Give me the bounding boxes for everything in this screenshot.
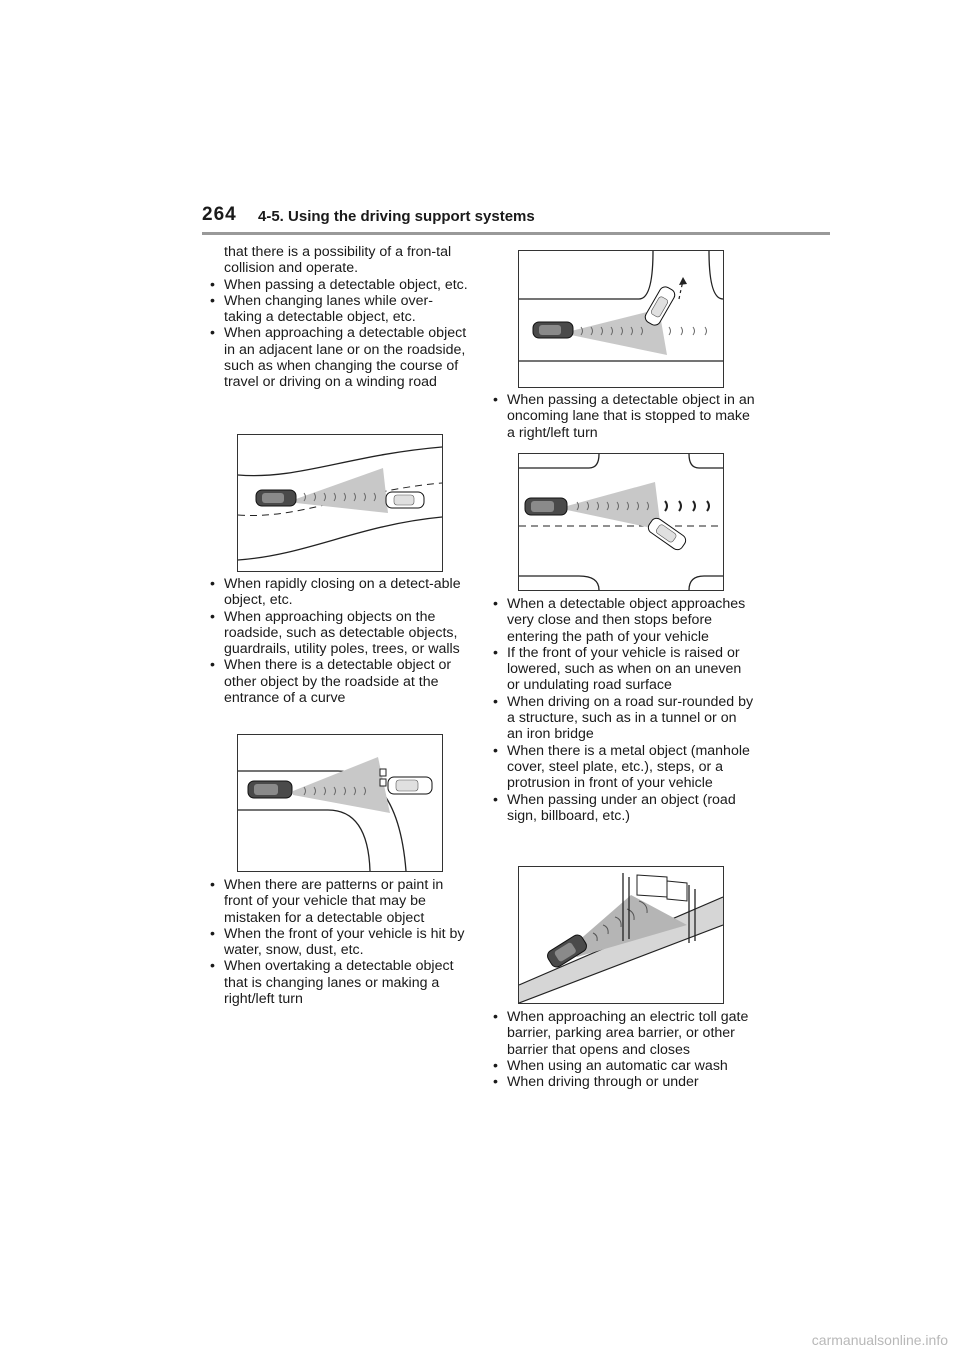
list-item: • When using an automatic car wash bbox=[493, 1057, 728, 1074]
billboard-right bbox=[667, 881, 687, 901]
list-item: • When overtaking a detectable object that is changing lanes or making a right/left turn bbox=[210, 958, 454, 1008]
list-item: • When a detectable object approaches very close and then stops before entering the path of your vehicle bbox=[493, 596, 746, 645]
left-text-block-2 bbox=[210, 576, 468, 706]
list-item: • When driving through or under bbox=[493, 1074, 699, 1091]
section-title: 4-5. Using the driving support systems bbox=[258, 208, 535, 225]
overtaking-turn-illustration bbox=[519, 251, 723, 387]
right-text-block-2 bbox=[493, 596, 755, 824]
right-text-block-1 bbox=[493, 392, 755, 441]
roadside-post bbox=[380, 769, 386, 776]
list-item: • When approaching an electric toll gate barrier, parking area barrier, or other barrier that opens and closes bbox=[493, 1009, 749, 1058]
figure-oncoming-turn bbox=[518, 453, 724, 591]
list-item: • When changing lanes while over-taking a detectable object, etc. bbox=[210, 292, 433, 326]
list-item: • When passing a detectable object in an oncoming lane that is stopped to make a right/left turn bbox=[493, 392, 755, 441]
header-rule bbox=[202, 232, 830, 235]
watermark: carmanualsonline.info bbox=[811, 1332, 948, 1348]
list-item: • When rapidly closing on a detect-able object, etc. bbox=[210, 576, 461, 609]
figure-winding-road bbox=[237, 434, 443, 572]
oncoming-turn-illustration bbox=[519, 454, 723, 590]
figure-overhead-sign bbox=[518, 866, 724, 1004]
figure-overtaking-turn bbox=[518, 250, 724, 388]
list-item: • When the front of your vehicle is hit by water, snow, dust, etc. bbox=[210, 925, 465, 959]
list-item: • When there are patterns or paint in front of your vehicle that may be mistaken for a detectable object bbox=[210, 877, 444, 926]
list-item: • When there is a metal object (manhole cover, steel plate, etc.), steps, or a protrusion in front of your vehicle bbox=[493, 742, 750, 792]
overhead-sign-illustration bbox=[519, 867, 723, 1003]
list-item: • When approaching a detectable object in an adjacent lane or on the roadside, such as when changing the course of travel or driving on a winding road bbox=[210, 325, 467, 391]
billboard-left bbox=[637, 875, 667, 897]
figure-curve-entrance bbox=[237, 734, 443, 872]
left-text-block-1 bbox=[210, 244, 468, 391]
page-number: 264 bbox=[202, 204, 237, 225]
winding-road-illustration bbox=[238, 435, 442, 571]
list-item: • When driving on a road sur-rounded by a structure, such as in a tunnel or on an iron bridge bbox=[493, 693, 754, 743]
list-item: • When passing under an object (road sign, billboard, etc.) bbox=[493, 791, 736, 824]
curve-entrance-illustration bbox=[238, 735, 442, 871]
list-item: • When approaching objects on the roadside, such as detectable objects, guardrails, utility poles, trees, or walls bbox=[210, 608, 460, 658]
continuation-text: that there is a possibility of a fron-tal collision and operate. bbox=[224, 244, 452, 277]
oncoming-car bbox=[646, 516, 688, 552]
left-text-block-3 bbox=[210, 877, 468, 1007]
page-header bbox=[202, 204, 830, 234]
list-item: • When there is a detectable object or other object by the roadside at the entrance of a curve bbox=[210, 657, 452, 707]
list-item: • If the front of your vehicle is raised or lowered, such as when on an uneven or undulating road surface bbox=[493, 644, 742, 694]
right-text-block-3 bbox=[493, 1009, 755, 1090]
list-item: • When passing a detectable object, etc. bbox=[210, 276, 468, 293]
